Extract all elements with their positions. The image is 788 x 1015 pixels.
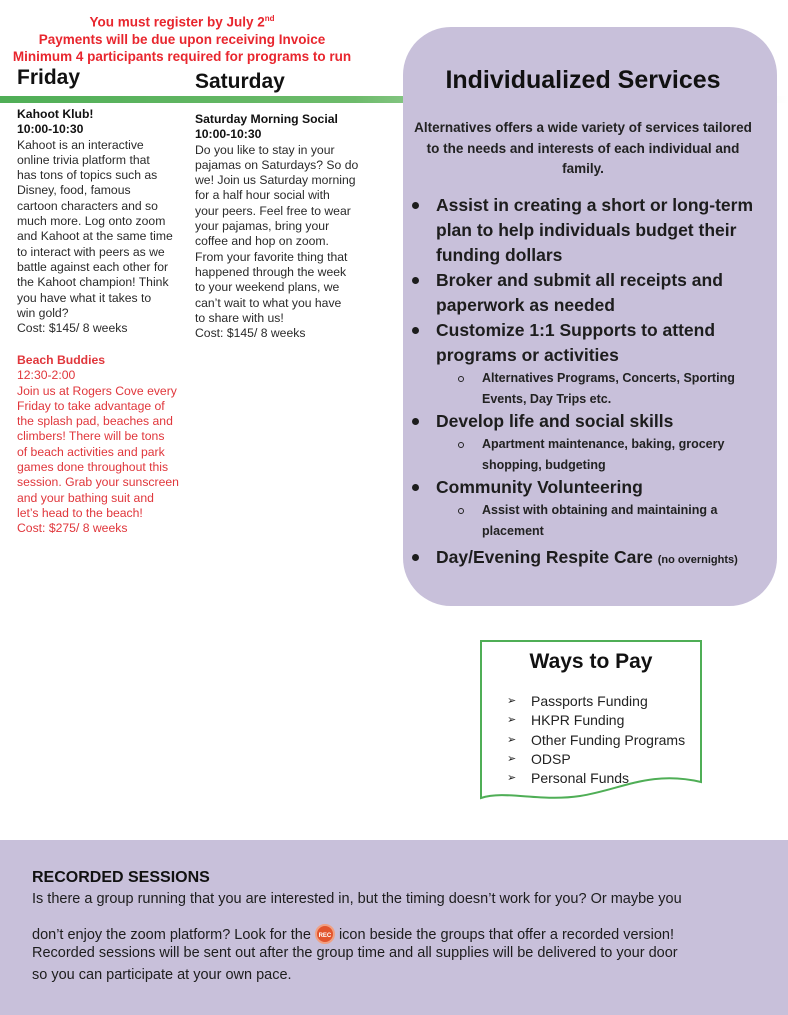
pay-item: ➢ Other Funding Programs <box>507 731 685 750</box>
program-cost: Cost: $145/ 8 weeks <box>17 321 128 336</box>
program-cost: Cost: $145/ 8 weeks <box>195 326 306 341</box>
pay-item: ➢ Passports Funding <box>507 692 685 711</box>
arrow-bullet-icon: ➢ <box>507 733 517 746</box>
circle-bullet-icon <box>458 442 464 448</box>
arrow-bullet-icon: ➢ <box>507 752 517 765</box>
service-item: Broker and submit all receipts and paperwork as needed <box>410 268 760 318</box>
registration-notice <box>0 10 364 65</box>
bullet-icon <box>412 277 419 284</box>
program-description: Kahoot is an interactive online trivia platform that has tons of topics such as Disney, food, famous cartoon characters and so much more. Log onto zoom and Kahoot at the same time to interact with peers as we battle against each other for the Kahoot champion! Think you have what it takes to win gold? <box>17 137 173 320</box>
program-cost: Cost: $275/ 8 weeks <box>17 521 128 536</box>
notice-deadline: You must register by July 2nd <box>89 14 275 30</box>
arrow-bullet-icon: ➢ <box>507 714 517 727</box>
service-note: (no overnights) <box>657 554 738 566</box>
service-item: Day/Evening Respite Care (no overnights) <box>410 545 760 573</box>
program-beach-buddies <box>17 353 189 537</box>
arrow-bullet-icon: ➢ <box>507 695 517 707</box>
program-time: 10:00-10:30 <box>17 122 84 137</box>
program-kahoot-klub <box>17 107 189 336</box>
recorded-sessions-title: RECORDED SESSIONS <box>32 869 210 886</box>
bullet-icon <box>412 327 419 334</box>
program-time: 12:30-2:00 <box>17 368 76 383</box>
program-title: Saturday Morning Social <box>195 112 338 126</box>
program-time: 10:00-10:30 <box>195 127 262 142</box>
services-intro: Alternatives offers a wide variety of services tailored to the needs and interests of each individual and family. <box>414 120 752 176</box>
service-subitem: Assist with obtaining and maintaining a placement <box>410 500 760 541</box>
service-subitem: Alternatives Programs, Concerts, Sporting Events, Day Trips etc. <box>410 368 760 409</box>
rec-icon: REC <box>315 924 335 944</box>
circle-bullet-icon <box>458 508 464 514</box>
service-item: Assist in creating a short or long-term plan to help individuals budget their funding dollars <box>410 193 760 268</box>
service-item: Customize 1:1 Supports to attend programs or activities <box>410 318 760 368</box>
services-list <box>410 193 760 573</box>
program-description: Do you like to stay in your pajamas on Saturdays? So do we! Join us Saturday morning for a half hour social with your peers. Feel free to wear your pajamas, bring your coffee and hop on zoom. From your favorite thing that happened through the week to your weekend plans, we can’t wait to what you have to share with us! <box>195 142 359 325</box>
pay-item: ➢ ODSP <box>507 750 685 769</box>
bullet-icon <box>412 484 419 491</box>
bullet-icon <box>412 202 419 209</box>
pay-item: ➢ HKPR Funding <box>507 711 685 730</box>
program-saturday-morning-social <box>195 112 375 341</box>
ways-to-pay-title: Ways to Pay <box>529 650 653 673</box>
saturday-heading: Saturday <box>195 70 285 93</box>
arrow-bullet-icon: ➢ <box>507 772 517 785</box>
service-subitem: Apartment maintenance, baking, grocery shopping, budgeting <box>410 434 760 475</box>
service-item: Develop life and social skills <box>410 409 760 434</box>
notice-minimum: Minimum 4 participants required for programs to run <box>12 48 352 64</box>
program-title: Beach Buddies <box>17 353 106 367</box>
ways-to-pay-list <box>507 692 685 788</box>
program-title: Kahoot Klub! <box>17 107 94 121</box>
bullet-icon <box>412 554 419 561</box>
circle-bullet-icon <box>458 376 464 382</box>
notice-payment: Payments will be due upon receiving Invoice <box>38 31 326 47</box>
pay-item: ➢ Personal Funds <box>507 769 685 788</box>
bullet-icon <box>412 418 419 425</box>
services-title: Individualized Services <box>445 66 721 94</box>
service-item: Community Volunteering <box>410 475 760 500</box>
friday-heading: Friday <box>17 66 81 89</box>
program-description: Join us at Rogers Cove every Friday to take advantage of the splash pad, beaches and climbers! There will be tons of beach activities and park games done throughout this session. Grab your sunscreen and your bathing suit and let’s head to the beach! <box>17 383 179 520</box>
